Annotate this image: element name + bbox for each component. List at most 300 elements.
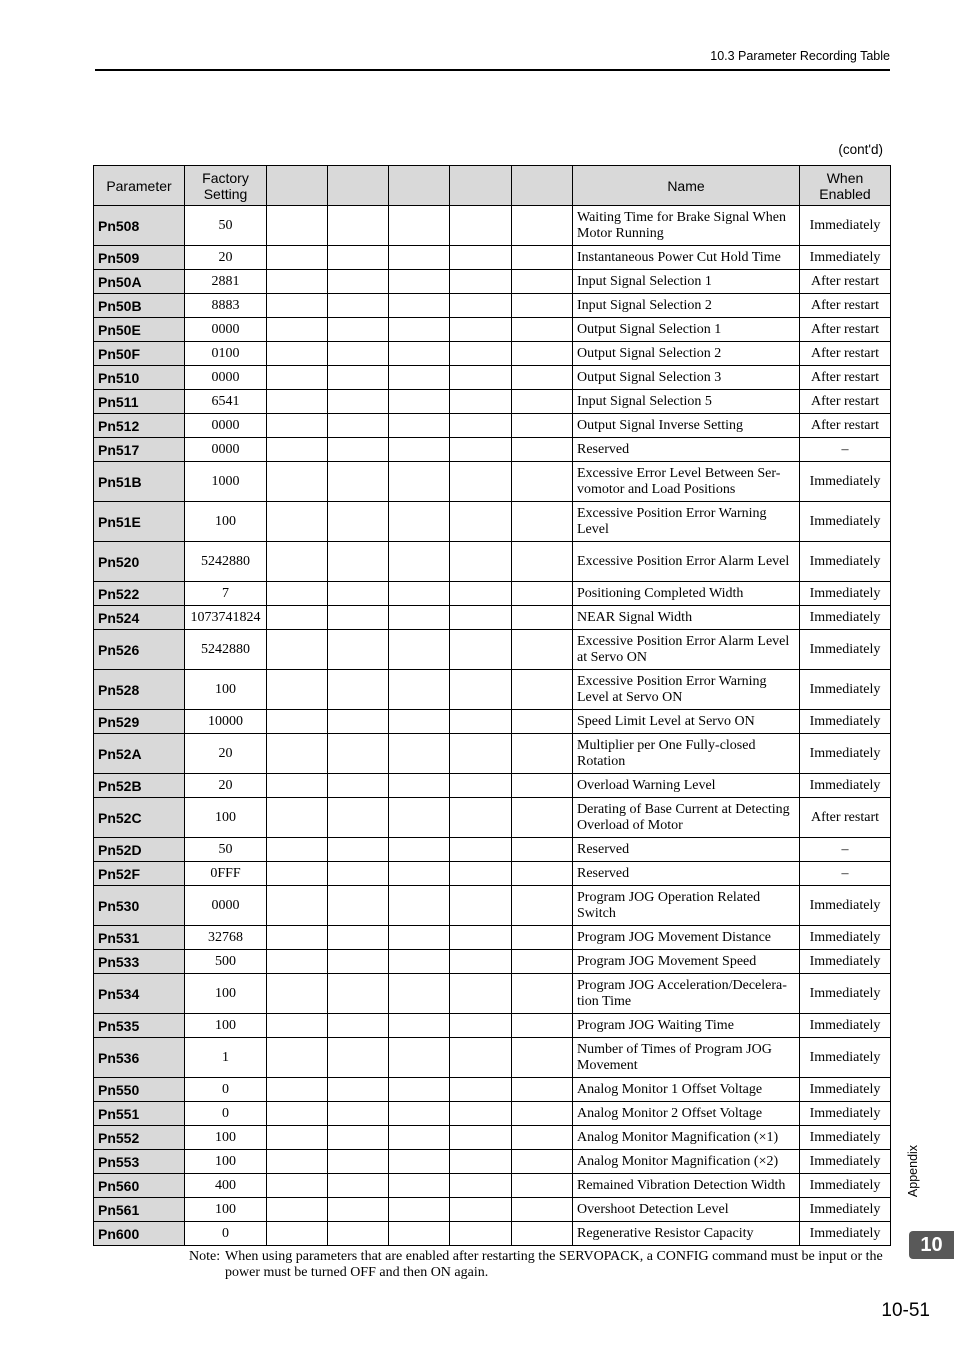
cell-name: Output Signal Selection 3 [573,366,800,390]
cell-record-5 [512,1078,573,1102]
cell-record-3 [389,838,450,862]
cell-record-1 [267,502,328,542]
table-row [94,1150,891,1174]
cell-record-5 [512,1014,573,1038]
cell-name: Input Signal Selection 2 [573,294,800,318]
cell-when-enabled: After restart [800,294,891,318]
cell-factory-setting: 100 [185,1126,267,1150]
table-row [94,1102,891,1126]
cell-record-2 [328,886,389,926]
cell-name: Excessive Position Error Alarm Level [573,542,800,582]
cell-record-5 [512,1174,573,1198]
cell-factory-setting: 0000 [185,886,267,926]
cell-parameter: Pn52A [94,734,185,774]
cell-record-4 [450,1174,512,1198]
cell-record-2 [328,670,389,710]
cell-record-4 [450,670,512,710]
table-row [94,366,891,390]
cell-record-5 [512,670,573,710]
cell-name: Derating of Base Current at Detecting Overload of Motor [573,798,800,838]
cell-record-3 [389,670,450,710]
cell-parameter: Pn508 [94,206,185,246]
cell-record-1 [267,630,328,670]
chapter-tab: 10 [909,1231,954,1259]
cell-record-1 [267,1014,328,1038]
table-row [94,462,891,502]
cell-when-enabled: Immediately [800,206,891,246]
table-row [94,670,891,710]
cell-record-1 [267,270,328,294]
cell-when-enabled: Immediately [800,1222,891,1246]
cell-factory-setting: 0 [185,1102,267,1126]
cell-record-3 [389,1102,450,1126]
cell-record-4 [450,886,512,926]
cell-factory-setting: 0FFF [185,862,267,886]
cell-record-2 [328,710,389,734]
cell-record-3 [389,1126,450,1150]
cell-record-3 [389,582,450,606]
cell-factory-setting: 100 [185,1150,267,1174]
cell-record-4 [450,206,512,246]
cell-record-2 [328,206,389,246]
cell-record-4 [450,1222,512,1246]
cell-name: Output Signal Selection 1 [573,318,800,342]
cell-record-4 [450,390,512,414]
cell-factory-setting: 20 [185,774,267,798]
cell-record-4 [450,606,512,630]
cell-factory-setting: 0000 [185,438,267,462]
cell-record-5 [512,838,573,862]
cell-factory-setting: 1073741824 [185,606,267,630]
cell-parameter: Pn524 [94,606,185,630]
cell-name: Analog Monitor Magnification (×2) [573,1150,800,1174]
table-row [94,1078,891,1102]
cell-when-enabled: Immediately [800,774,891,798]
cell-record-3 [389,1174,450,1198]
cell-record-5 [512,342,573,366]
cell-record-4 [450,270,512,294]
cell-when-enabled: Immediately [800,1038,891,1078]
cell-parameter: Pn511 [94,390,185,414]
cell-record-4 [450,366,512,390]
cell-record-2 [328,606,389,630]
cell-name: Overload Warning Level [573,774,800,798]
appendix-side-label-text: Appendix [906,1144,920,1198]
cell-record-3 [389,950,450,974]
cell-record-1 [267,926,328,950]
table-row [94,318,891,342]
cell-record-3 [389,206,450,246]
cell-record-3 [389,270,450,294]
cell-when-enabled: Immediately [800,1078,891,1102]
cell-record-4 [450,1038,512,1078]
cell-factory-setting: 7 [185,582,267,606]
cell-record-4 [450,1126,512,1150]
cell-factory-setting: 0 [185,1222,267,1246]
cell-record-1 [267,342,328,366]
table-row [94,206,891,246]
cell-record-4 [450,462,512,502]
cell-record-2 [328,838,389,862]
cell-record-4 [450,926,512,950]
col-header-blank-1 [267,166,328,206]
cell-record-3 [389,774,450,798]
cell-name: Output Signal Selection 2 [573,342,800,366]
cell-when-enabled: Immediately [800,502,891,542]
col-header-blank-4 [450,166,512,206]
cell-parameter: Pn526 [94,630,185,670]
cell-record-4 [450,294,512,318]
cell-record-5 [512,1038,573,1078]
cell-parameter: Pn50E [94,318,185,342]
table-row [94,630,891,670]
cell-factory-setting: 1000 [185,462,267,502]
table-row [94,734,891,774]
cell-name: Program JOG Movement Speed [573,950,800,974]
cell-record-1 [267,1102,328,1126]
cell-record-2 [328,1102,389,1126]
table-row [94,1038,891,1078]
cell-record-5 [512,1198,573,1222]
cell-record-2 [328,318,389,342]
cell-parameter: Pn535 [94,1014,185,1038]
cell-when-enabled: Immediately [800,462,891,502]
cell-when-enabled: Immediately [800,734,891,774]
cell-parameter: Pn51B [94,462,185,502]
cell-factory-setting: 50 [185,206,267,246]
parameter-recording-table [93,165,891,1246]
cell-record-5 [512,414,573,438]
cell-when-enabled: After restart [800,318,891,342]
cell-name: Overshoot Detection Level [573,1198,800,1222]
cell-record-4 [450,342,512,366]
col-header-parameter: Parameter [94,166,185,206]
cell-record-1 [267,606,328,630]
cell-record-5 [512,318,573,342]
cell-when-enabled: After restart [800,414,891,438]
cell-record-1 [267,206,328,246]
cell-parameter: Pn534 [94,974,185,1014]
cell-record-5 [512,862,573,886]
cell-record-5 [512,462,573,502]
cell-record-3 [389,1038,450,1078]
cell-factory-setting: 5242880 [185,542,267,582]
cell-when-enabled: Immediately [800,886,891,926]
cell-parameter: Pn529 [94,710,185,734]
cell-when-enabled: Immediately [800,950,891,974]
cell-record-3 [389,606,450,630]
cell-when-enabled: Immediately [800,1102,891,1126]
cell-when-enabled: After restart [800,390,891,414]
cell-name: Analog Monitor 1 Offset Voltage [573,1078,800,1102]
cell-record-1 [267,582,328,606]
cell-record-5 [512,1126,573,1150]
cell-record-3 [389,1078,450,1102]
cell-name: Excessive Position Error Alarm Level at Servo ON [573,630,800,670]
cell-record-4 [450,246,512,270]
cell-record-4 [450,414,512,438]
cell-when-enabled: Immediately [800,670,891,710]
cell-record-2 [328,1174,389,1198]
cell-factory-setting: 0 [185,1078,267,1102]
table-row [94,710,891,734]
cell-record-2 [328,366,389,390]
cell-record-2 [328,342,389,366]
cell-factory-setting: 100 [185,1014,267,1038]
cell-record-3 [389,246,450,270]
table-row [94,542,891,582]
cell-when-enabled: Immediately [800,606,891,630]
cell-parameter: Pn600 [94,1222,185,1246]
cell-record-5 [512,366,573,390]
cell-record-4 [450,974,512,1014]
cell-parameter: Pn517 [94,438,185,462]
cell-factory-setting: 500 [185,950,267,974]
cell-record-4 [450,710,512,734]
cell-factory-setting: 100 [185,670,267,710]
cell-record-4 [450,1102,512,1126]
cell-record-5 [512,206,573,246]
cell-record-1 [267,246,328,270]
table-row [94,950,891,974]
cell-record-1 [267,1078,328,1102]
cell-parameter: Pn520 [94,542,185,582]
cell-record-4 [450,862,512,886]
cell-record-1 [267,390,328,414]
cell-name: Analog Monitor Magnification (×1) [573,1126,800,1150]
cell-record-4 [450,582,512,606]
cell-factory-setting: 6541 [185,390,267,414]
note-label: Note: [189,1249,221,1264]
cell-record-3 [389,366,450,390]
cell-record-1 [267,670,328,710]
col-header-when-enabled: When Enabled [800,166,891,206]
cell-record-2 [328,1126,389,1150]
cell-factory-setting: 1 [185,1038,267,1078]
cell-when-enabled: Immediately [800,926,891,950]
cell-record-5 [512,798,573,838]
table-row [94,606,891,630]
footnote [189,1249,889,1281]
cell-record-4 [450,798,512,838]
cell-record-5 [512,926,573,950]
cell-record-2 [328,926,389,950]
cell-record-4 [450,838,512,862]
cell-when-enabled: Immediately [800,542,891,582]
cell-factory-setting: 50 [185,838,267,862]
table-row [94,502,891,542]
cell-when-enabled: – [800,838,891,862]
cell-factory-setting: 2881 [185,270,267,294]
cell-record-5 [512,294,573,318]
cell-when-enabled: Immediately [800,1174,891,1198]
cell-name: Reserved [573,438,800,462]
cell-record-5 [512,950,573,974]
table-row [94,886,891,926]
cell-factory-setting: 20 [185,246,267,270]
cell-factory-setting: 8883 [185,294,267,318]
cell-record-1 [267,838,328,862]
cell-record-5 [512,542,573,582]
cell-when-enabled: Immediately [800,246,891,270]
cell-when-enabled: Immediately [800,1198,891,1222]
cell-record-3 [389,502,450,542]
cell-record-4 [450,734,512,774]
cell-record-3 [389,1014,450,1038]
cell-name: Program JOG Movement Distance [573,926,800,950]
cell-record-2 [328,974,389,1014]
cell-factory-setting: 0000 [185,414,267,438]
cell-when-enabled: After restart [800,342,891,366]
table-body [94,206,891,1246]
cell-parameter: Pn52F [94,862,185,886]
col-header-blank-3 [389,166,450,206]
cell-record-1 [267,294,328,318]
cell-parameter: Pn553 [94,1150,185,1174]
table-row [94,1126,891,1150]
cell-name: Output Signal Inverse Setting [573,414,800,438]
cell-record-2 [328,542,389,582]
cell-when-enabled: Immediately [800,582,891,606]
cell-record-1 [267,950,328,974]
cell-record-2 [328,270,389,294]
cell-record-5 [512,886,573,926]
cell-when-enabled: After restart [800,270,891,294]
table-row [94,926,891,950]
cell-factory-setting: 100 [185,974,267,1014]
cell-record-3 [389,710,450,734]
table-row [94,1198,891,1222]
cell-when-enabled: Immediately [800,710,891,734]
cell-record-3 [389,798,450,838]
cell-record-2 [328,294,389,318]
cell-record-3 [389,886,450,926]
cell-factory-setting: 100 [185,798,267,838]
cell-record-4 [450,318,512,342]
cell-name: Program JOG Waiting Time [573,1014,800,1038]
cell-record-2 [328,462,389,502]
cell-record-5 [512,734,573,774]
page-number: 10-51 [881,1300,930,1321]
cell-parameter: Pn536 [94,1038,185,1078]
cell-record-1 [267,542,328,582]
col-header-factory-setting: Factory Setting [185,166,267,206]
cell-factory-setting: 32768 [185,926,267,950]
cell-record-2 [328,246,389,270]
table-row [94,774,891,798]
cell-record-5 [512,1222,573,1246]
cell-record-5 [512,246,573,270]
cell-record-2 [328,950,389,974]
cell-parameter: Pn50F [94,342,185,366]
cell-record-5 [512,1102,573,1126]
cell-name: Program JOG Acceleration/Decelera-tion Time [573,974,800,1014]
cell-when-enabled: Immediately [800,1150,891,1174]
cell-record-1 [267,1174,328,1198]
cell-record-3 [389,462,450,502]
cell-parameter: Pn530 [94,886,185,926]
cell-name: Number of Times of Program JOG Movement [573,1038,800,1078]
table-row [94,342,891,366]
cell-name: Excessive Position Error Warning Level [573,502,800,542]
cell-record-5 [512,390,573,414]
cell-record-1 [267,1222,328,1246]
cell-record-3 [389,862,450,886]
cell-record-2 [328,734,389,774]
cell-record-5 [512,630,573,670]
cell-name: Input Signal Selection 5 [573,390,800,414]
cell-record-5 [512,582,573,606]
cell-record-2 [328,438,389,462]
col-header-name: Name [573,166,800,206]
cell-record-4 [450,1078,512,1102]
cell-record-2 [328,798,389,838]
cell-record-1 [267,366,328,390]
cell-record-1 [267,886,328,926]
cell-record-3 [389,294,450,318]
cell-record-1 [267,1198,328,1222]
cell-record-2 [328,1198,389,1222]
cell-when-enabled: – [800,862,891,886]
cell-record-5 [512,502,573,542]
cell-name: Excessive Position Error Warning Level at Servo ON [573,670,800,710]
cell-factory-setting: 0100 [185,342,267,366]
cell-record-3 [389,542,450,582]
cell-record-4 [450,950,512,974]
cell-when-enabled: – [800,438,891,462]
table-row [94,270,891,294]
cell-record-1 [267,974,328,1014]
cell-factory-setting: 0000 [185,366,267,390]
cell-parameter: Pn550 [94,1078,185,1102]
cell-record-3 [389,734,450,774]
cell-name: NEAR Signal Width [573,606,800,630]
cell-record-3 [389,1222,450,1246]
cell-when-enabled: Immediately [800,1014,891,1038]
cell-record-4 [450,438,512,462]
cell-record-5 [512,270,573,294]
cell-record-1 [267,710,328,734]
cell-record-4 [450,502,512,542]
table-row [94,390,891,414]
cell-parameter: Pn51E [94,502,185,542]
cell-record-3 [389,318,450,342]
cell-name: Regenerative Resistor Capacity [573,1222,800,1246]
cell-record-1 [267,734,328,774]
table-row [94,294,891,318]
cell-when-enabled: Immediately [800,974,891,1014]
cell-record-5 [512,1150,573,1174]
cell-factory-setting: 20 [185,734,267,774]
cell-record-1 [267,414,328,438]
cell-parameter: Pn528 [94,670,185,710]
col-header-blank-2 [328,166,389,206]
cell-record-4 [450,630,512,670]
cell-record-2 [328,862,389,886]
cell-record-2 [328,1150,389,1174]
cell-record-3 [389,1150,450,1174]
cell-record-5 [512,438,573,462]
cell-parameter: Pn52B [94,774,185,798]
table-row [94,1222,891,1246]
cell-name: Excessive Error Level Between Ser-vomotor and Load Positions [573,462,800,502]
cell-record-3 [389,438,450,462]
cell-record-3 [389,390,450,414]
cell-record-5 [512,774,573,798]
cell-record-4 [450,542,512,582]
cell-name: Analog Monitor 2 Offset Voltage [573,1102,800,1126]
table-row [94,414,891,438]
